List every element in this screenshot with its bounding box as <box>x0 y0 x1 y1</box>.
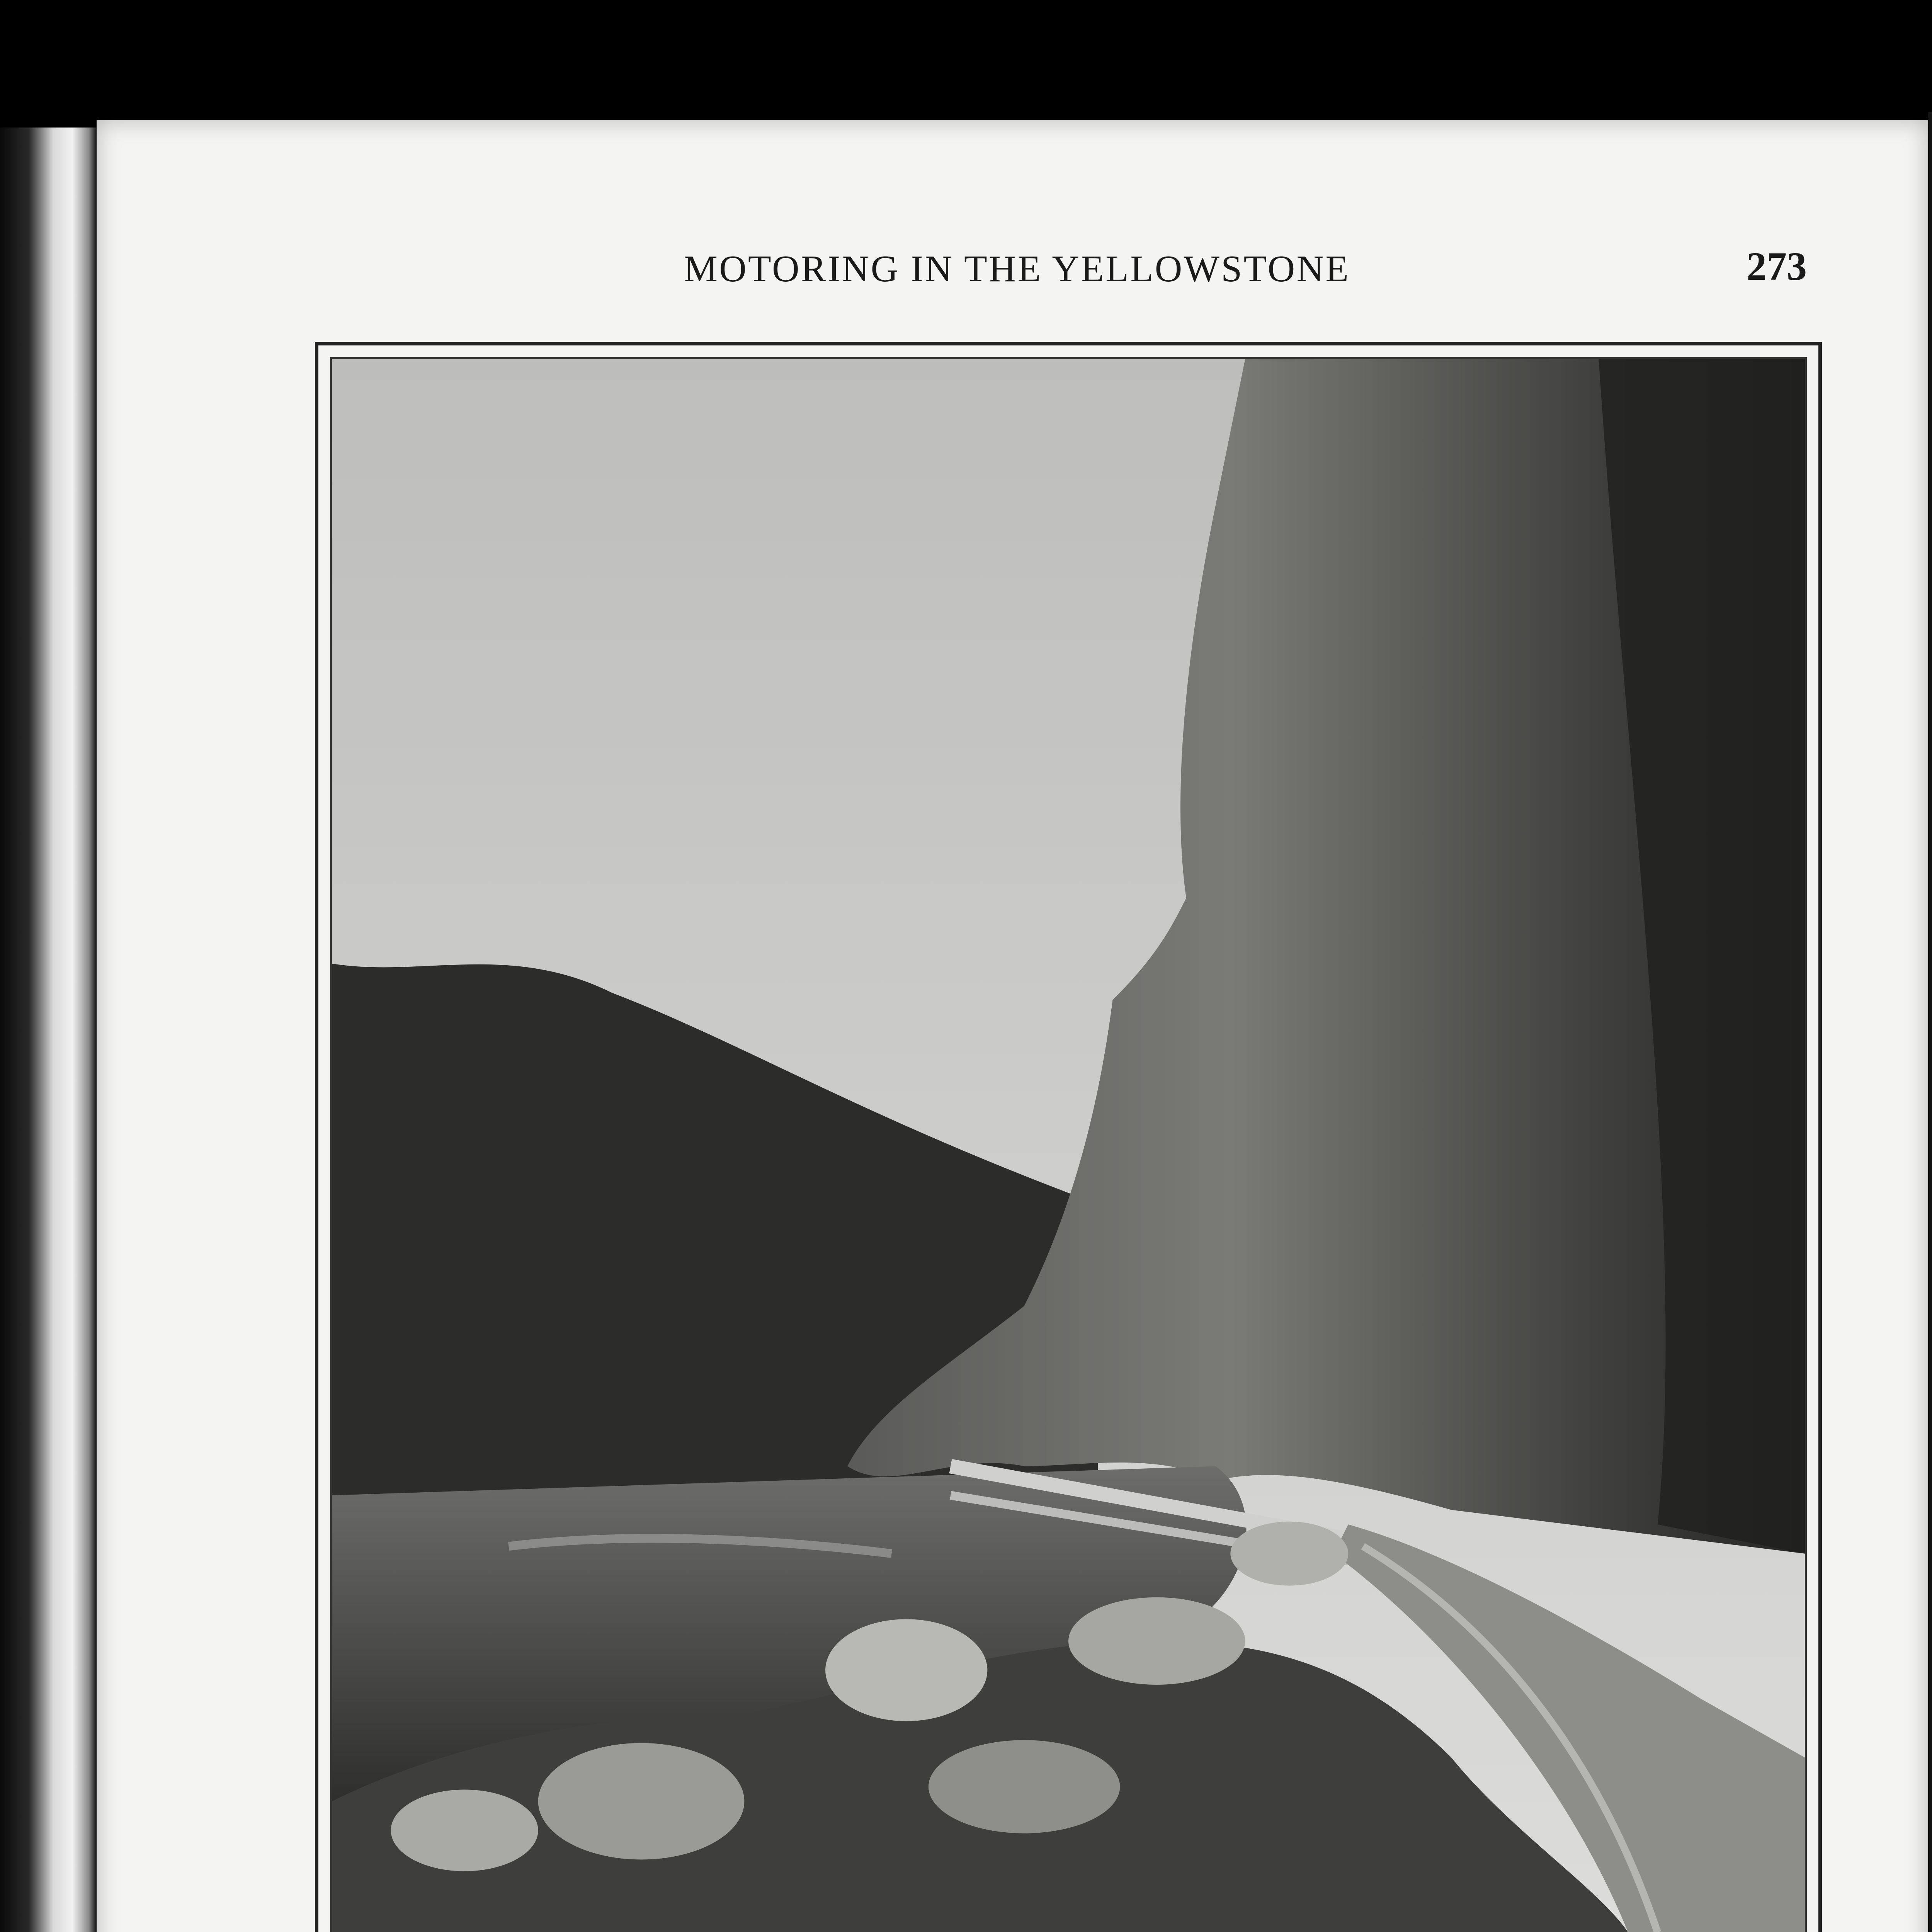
scan-right-edge <box>1928 112 1932 1932</box>
book-spine-shadow <box>0 128 97 1932</box>
running-head: MOTORING IN THE YELLOWSTONE <box>684 248 1350 290</box>
canyon-road-photograph <box>330 357 1807 1932</box>
canyon-photo-illustration <box>332 359 1805 1932</box>
page-number: 273 <box>1747 244 1807 289</box>
photo-plate <box>315 342 1822 1932</box>
